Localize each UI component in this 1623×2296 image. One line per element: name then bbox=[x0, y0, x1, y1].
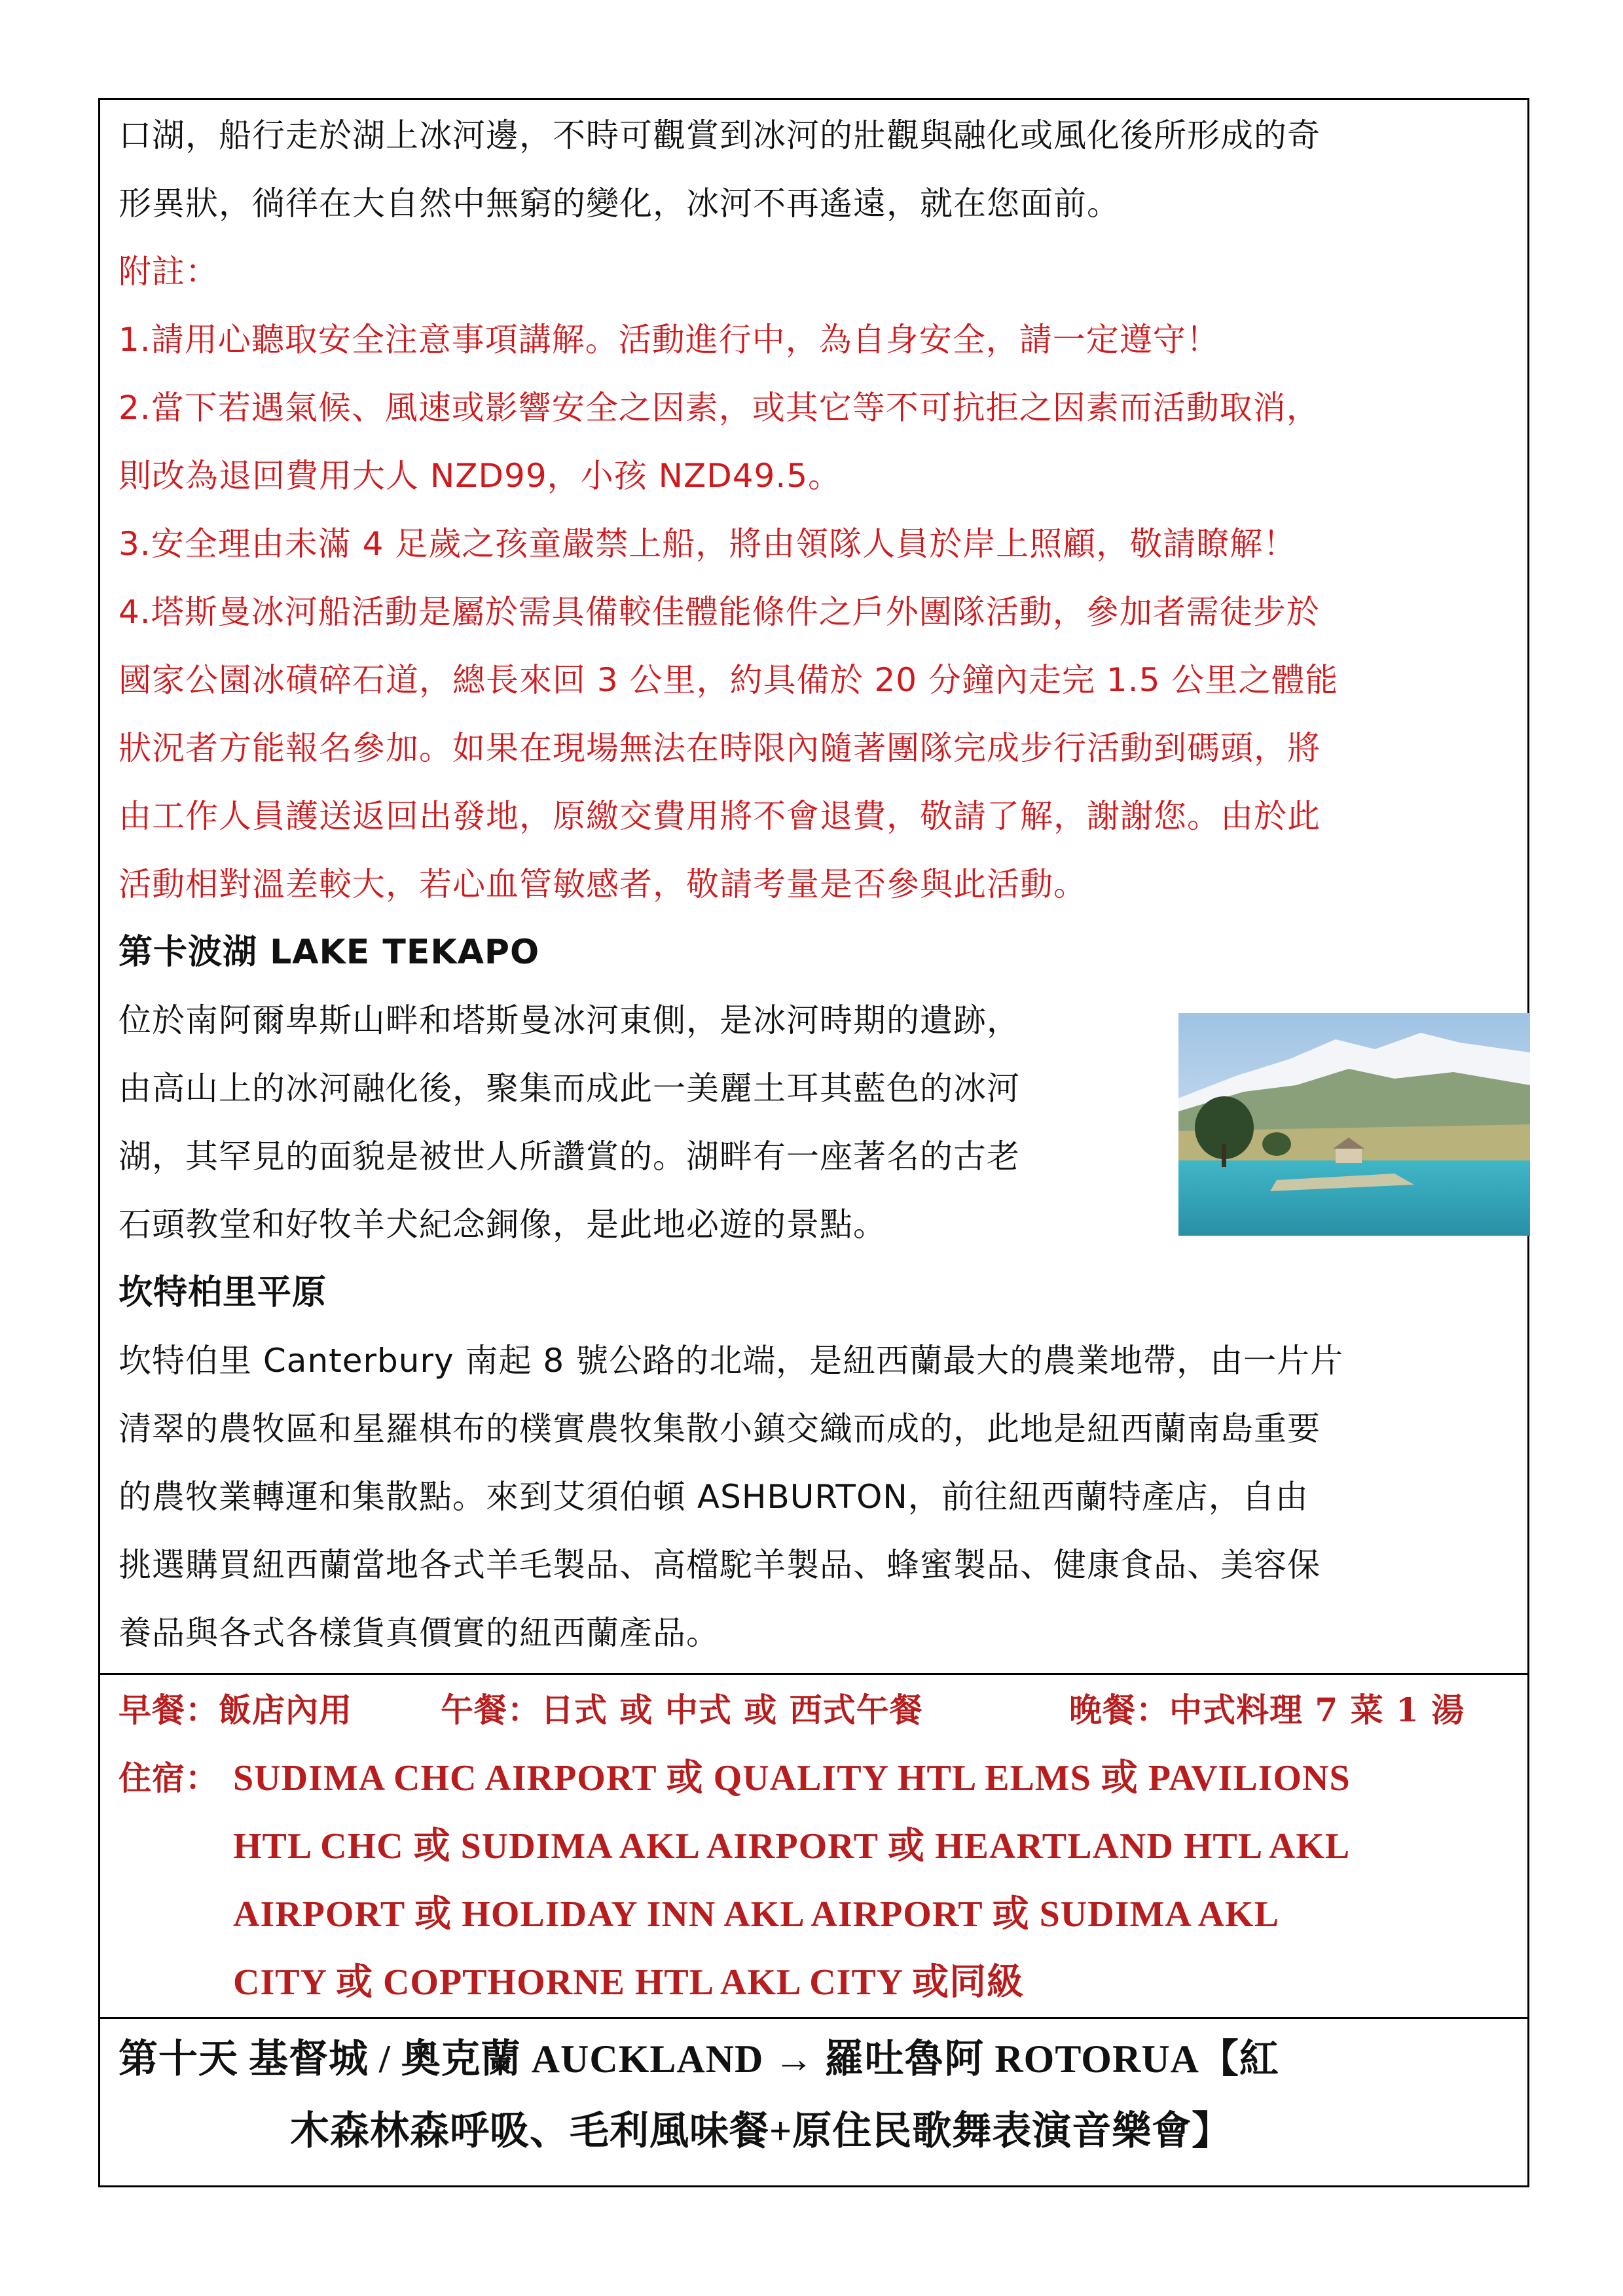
note-line: 狀況者方能報名參加。如果在現場無法在時限內隨著團隊完成步行活動到碼頭，將 bbox=[119, 729, 1321, 767]
tekapo-line: 湖，其罕見的面貌是被世人所讚賞的。湖畔有一座著名的古老 bbox=[119, 1138, 1020, 1175]
dinner-info: 晚餐：中式料理 7 菜 1 湯 bbox=[1069, 1691, 1465, 1729]
lodging-line: HTL CHC 或 SUDIMA AKL AIRPORT 或 HEARTLAND HTL AKL bbox=[233, 1826, 1351, 1867]
note-line: 活動相對溫差較大，若心血管敏感者，敬請考量是否參與此活動。 bbox=[119, 865, 1087, 903]
tekapo-title: 第卡波湖 LAKE TEKAPO bbox=[119, 933, 540, 972]
note-line: 由工作人員護送返回出發地，原繳交費用將不會退費，敬請了解，謝謝您。由於此 bbox=[119, 797, 1321, 835]
tekapo-line: 石頭教堂和好牧羊犬紀念銅像，是此地必遊的景點。 bbox=[119, 1206, 886, 1244]
intro-line: 口湖，船行走於湖上冰河邊，不時可觀賞到冰河的壯觀與融化或風化後所形成的奇 bbox=[119, 117, 1321, 154]
note-line: 則改為退回費用大人 NZD99，小孩 NZD49.5。 bbox=[119, 457, 842, 495]
meals-lodging-section bbox=[100, 1675, 1527, 2019]
lodging-line: AIRPORT 或 HOLIDAY INN AKL AIRPORT 或 SUDIMA AKL bbox=[233, 1894, 1279, 1935]
note-line: 2.當下若遇氣候、風速或影響安全之因素，或其它等不可抗拒之因素而活動取消， bbox=[119, 389, 1320, 427]
note-line: 4.塔斯曼冰河船活動是屬於需具備較佳體能條件之戶外團隊活動，參加者需徒步於 bbox=[119, 593, 1320, 631]
breakfast-info: 早餐：飯店內用 bbox=[119, 1691, 352, 1729]
lunch-info: 午餐：日式 或 中式 或 西式午餐 bbox=[441, 1691, 923, 1729]
tekapo-line: 位於南阿爾卑斯山畔和塔斯曼冰河東側，是冰河時期的遺跡， bbox=[119, 1001, 1020, 1039]
canterbury-line: 坎特伯里 Canterbury 南起 8 號公路的北端，是紐西蘭最大的農業地帶，由一片片 bbox=[119, 1342, 1344, 1380]
day-description-section bbox=[100, 100, 1527, 1675]
lodging-line: SUDIMA CHC AIRPORT 或 QUALITY HTL ELMS 或 PAVILIONS bbox=[233, 1758, 1351, 1799]
lodging-line: CITY 或 COPTHORNE HTL AKL CITY 或同級 bbox=[233, 1962, 1025, 2003]
canterbury-line: 的農牧業轉運和集散點。來到艾須伯頓 ASHBURTON，前往紐西蘭特產店，自由 bbox=[119, 1478, 1309, 1516]
itinerary-frame bbox=[98, 98, 1529, 2187]
next-day-title: 第十天 基督城 / 奧克蘭 AUCKLAND → 羅吐魯阿 ROTORUA【紅 bbox=[119, 2037, 1279, 2081]
canterbury-line: 挑選購買紐西蘭當地各式羊毛製品、高檔駝羊製品、蜂蜜製品、健康食品、美容保 bbox=[119, 1546, 1321, 1584]
note-line: 國家公園冰磧碎石道，總長來回 3 公里，約具備於 20 分鐘內走完 1.5 公里之體能 bbox=[119, 661, 1339, 699]
lodging-label: 住宿： bbox=[119, 1759, 219, 1797]
note-line: 1.請用心聽取安全注意事項講解。活動進行中，為自身安全，請一定遵守！ bbox=[119, 321, 1220, 359]
tekapo-line: 由高山上的冰河融化後，聚集而成此一美麗土耳其藍色的冰河 bbox=[119, 1069, 1020, 1107]
canterbury-title: 坎特柏里平原 bbox=[119, 1273, 327, 1312]
notes-heading: 附註： bbox=[119, 253, 219, 291]
next-day-subtitle: 木森林森呼吸、毛利風味餐+原住民歌舞表演音樂會】 bbox=[290, 2109, 1232, 2153]
canterbury-line: 清翠的農牧區和星羅棋布的樸實農牧集散小鎮交織而成的，此地是紐西蘭南島重要 bbox=[119, 1410, 1321, 1448]
canterbury-line: 養品與各式各樣貨真價實的紐西蘭產品。 bbox=[119, 1614, 720, 1652]
note-line: 3.安全理由未滿 4 足歲之孩童嚴禁上船，將由領隊人員於岸上照顧，敬請瞭解！ bbox=[119, 525, 1297, 563]
lake-tekapo-photo bbox=[1178, 1013, 1530, 1236]
intro-line: 形異狀，徜徉在大自然中無窮的變化，冰河不再遙遠，就在您面前。 bbox=[119, 185, 1120, 223]
next-day-section bbox=[100, 2019, 1527, 2185]
